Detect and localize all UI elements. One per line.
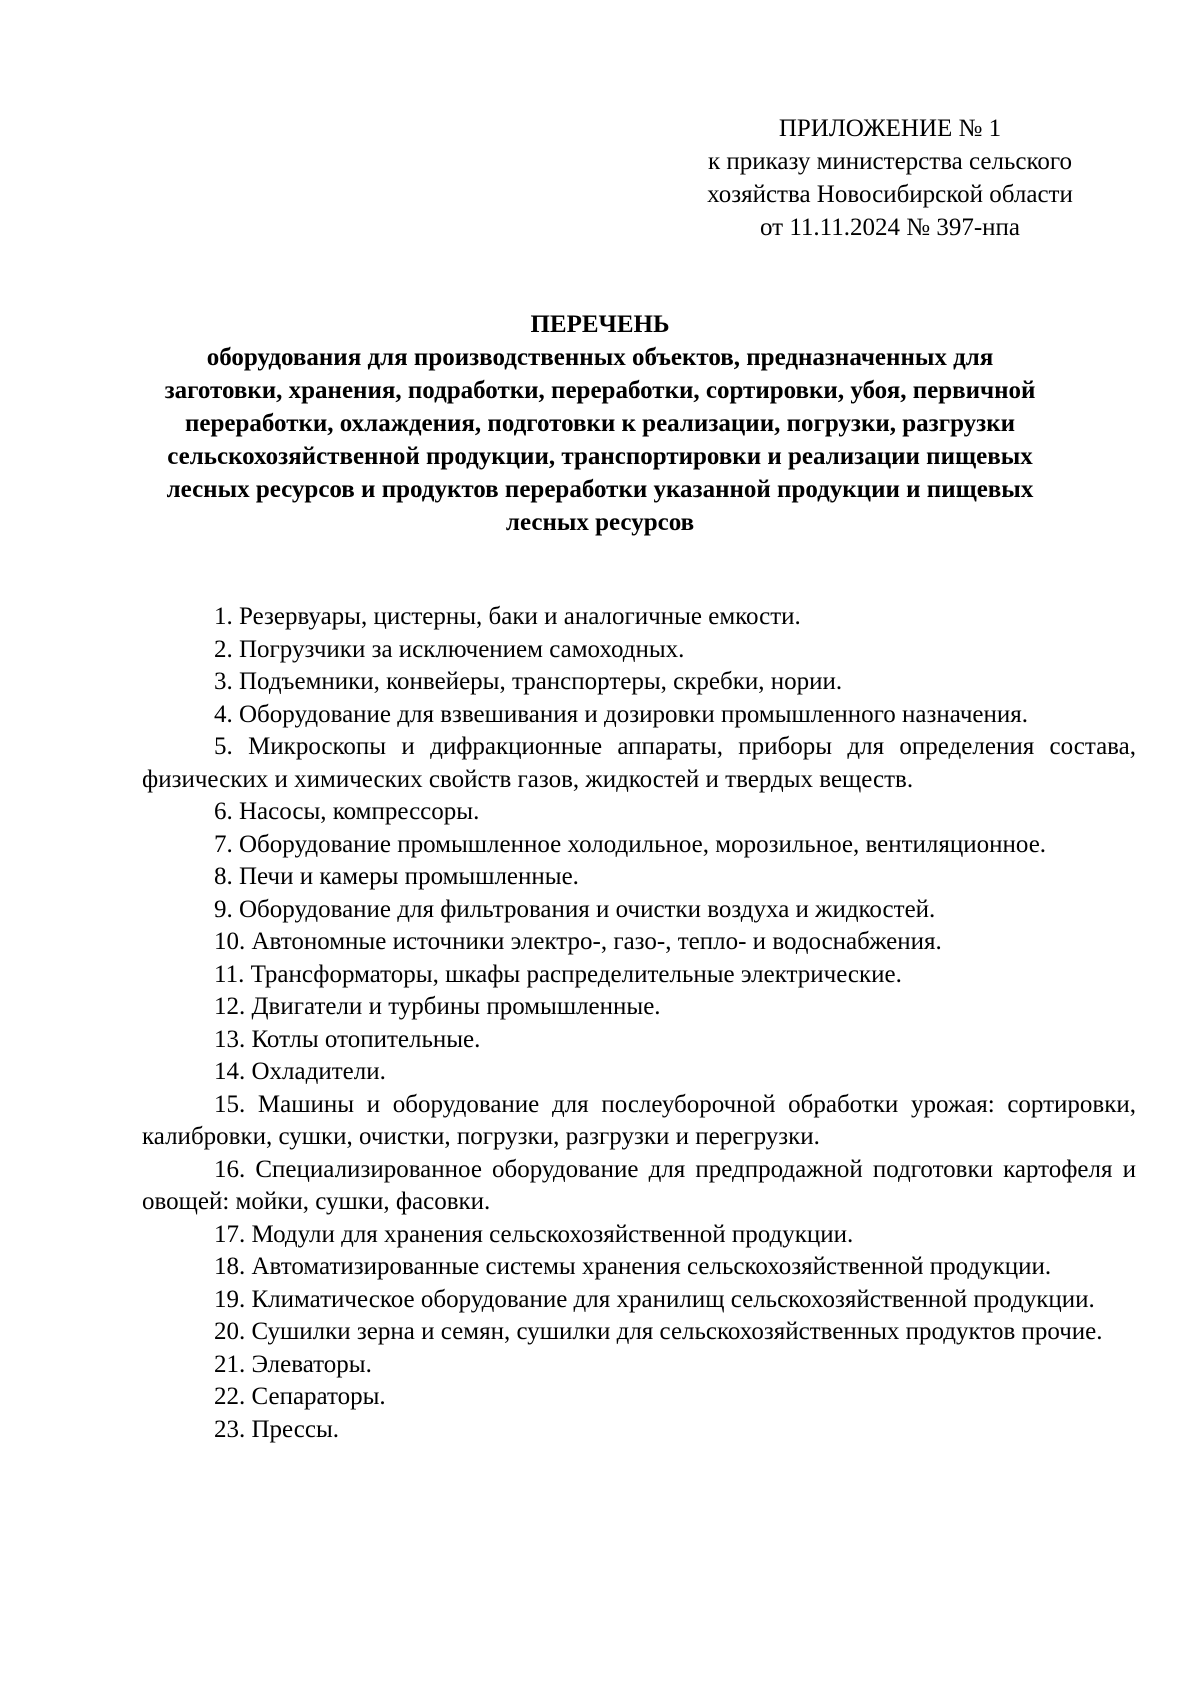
list-item: 6. Насосы, компрессоры. bbox=[214, 798, 480, 825]
list-item: 22. Сепараторы. bbox=[214, 1383, 386, 1410]
equipment-list bbox=[142, 601, 1136, 1446]
list-item: 16. Специализированное оборудование для предпродажной подготовки картофеля и овощей: мойки, сушки, фасовки. bbox=[142, 1155, 1136, 1215]
document-title bbox=[120, 308, 1080, 539]
list-item: 14. Охладители. bbox=[214, 1058, 386, 1085]
list-item: 18. Автоматизированные системы хранения сельскохозяйственной продукции. bbox=[214, 1253, 1052, 1280]
title-line: оборудования для производственных объектов, предназначенных для bbox=[206, 344, 994, 371]
list-item: 17. Модули для хранения сельскохозяйственной продукции. bbox=[214, 1220, 854, 1248]
title-line: лесных ресурсов bbox=[505, 509, 695, 536]
list-item: 15. Машины и оборудование для послеуборочной обработки урожая: сортировки, калибровки, сушки, очистки, погрузки, разгрузки и перегрузки. bbox=[142, 1090, 1136, 1150]
list-item: 23. Прессы. bbox=[214, 1415, 340, 1443]
list-item: 10. Автономные источники электро-, газо-, тепло- и водоснабжения. bbox=[214, 928, 942, 955]
list-item: 20. Сушилки зерна и семян, сушилки для сельскохозяйственных продуктов прочие. bbox=[214, 1318, 1103, 1345]
title-line: заготовки, хранения, подработки, переработки, сортировки, убоя, первичной bbox=[164, 377, 1036, 404]
appendix-title: ПРИЛОЖЕНИЕ № 1 bbox=[778, 115, 1002, 142]
title-line: переработки, охлаждения, подготовки к реализации, погрузки, разгрузки bbox=[184, 410, 1016, 437]
appendix-order-date: от 11.11.2024 № 397-нпа bbox=[759, 214, 1021, 241]
list-item: 1. Резервуары, цистерны, баки и аналогичные емкости. bbox=[214, 603, 801, 630]
list-item: 3. Подъемники, конвейеры, транспортеры, скребки, нории. bbox=[214, 668, 843, 695]
list-item: 19. Климатическое оборудование для хранилищ сельскохозяйственной продукции. bbox=[214, 1285, 1095, 1313]
title-line: сельскохозяйственной продукции, транспортировки и реализации пищевых bbox=[167, 443, 1033, 470]
list-item: 13. Котлы отопительные. bbox=[214, 1025, 481, 1053]
list-item: 8. Печи и камеры промышленные. bbox=[214, 863, 579, 890]
list-item: 9. Оборудование для фильтрования и очистки воздуха и жидкостей. bbox=[214, 895, 936, 923]
appendix-line: к приказу министерства сельского bbox=[707, 148, 1072, 175]
list-item: 4. Оборудование для взвешивания и дозировки промышленного назначения. bbox=[214, 700, 1029, 728]
appendix-header bbox=[640, 112, 1140, 244]
title-line: лесных ресурсов и продуктов переработки указанной продукции и пищевых bbox=[166, 476, 1034, 503]
list-item: 5. Микроскопы и дифракционные аппараты, приборы для определения состава, физических и химических свойств газов, жидкостей и твердых веществ. bbox=[142, 733, 1136, 793]
list-item: 7. Оборудование промышленное холодильное, морозильное, вентиляционное. bbox=[214, 830, 1047, 858]
list-item: 21. Элеваторы. bbox=[214, 1350, 372, 1378]
list-item: 11. Трансформаторы, шкафы распределительные электрические. bbox=[214, 960, 902, 988]
list-item: 2. Погрузчики за исключением самоходных. bbox=[214, 635, 685, 663]
appendix-line: хозяйства Новосибирской области bbox=[707, 181, 1073, 208]
list-item: 12. Двигатели и турбины промышленные. bbox=[214, 993, 661, 1020]
title-heading: ПЕРЕЧЕНЬ bbox=[530, 311, 670, 338]
